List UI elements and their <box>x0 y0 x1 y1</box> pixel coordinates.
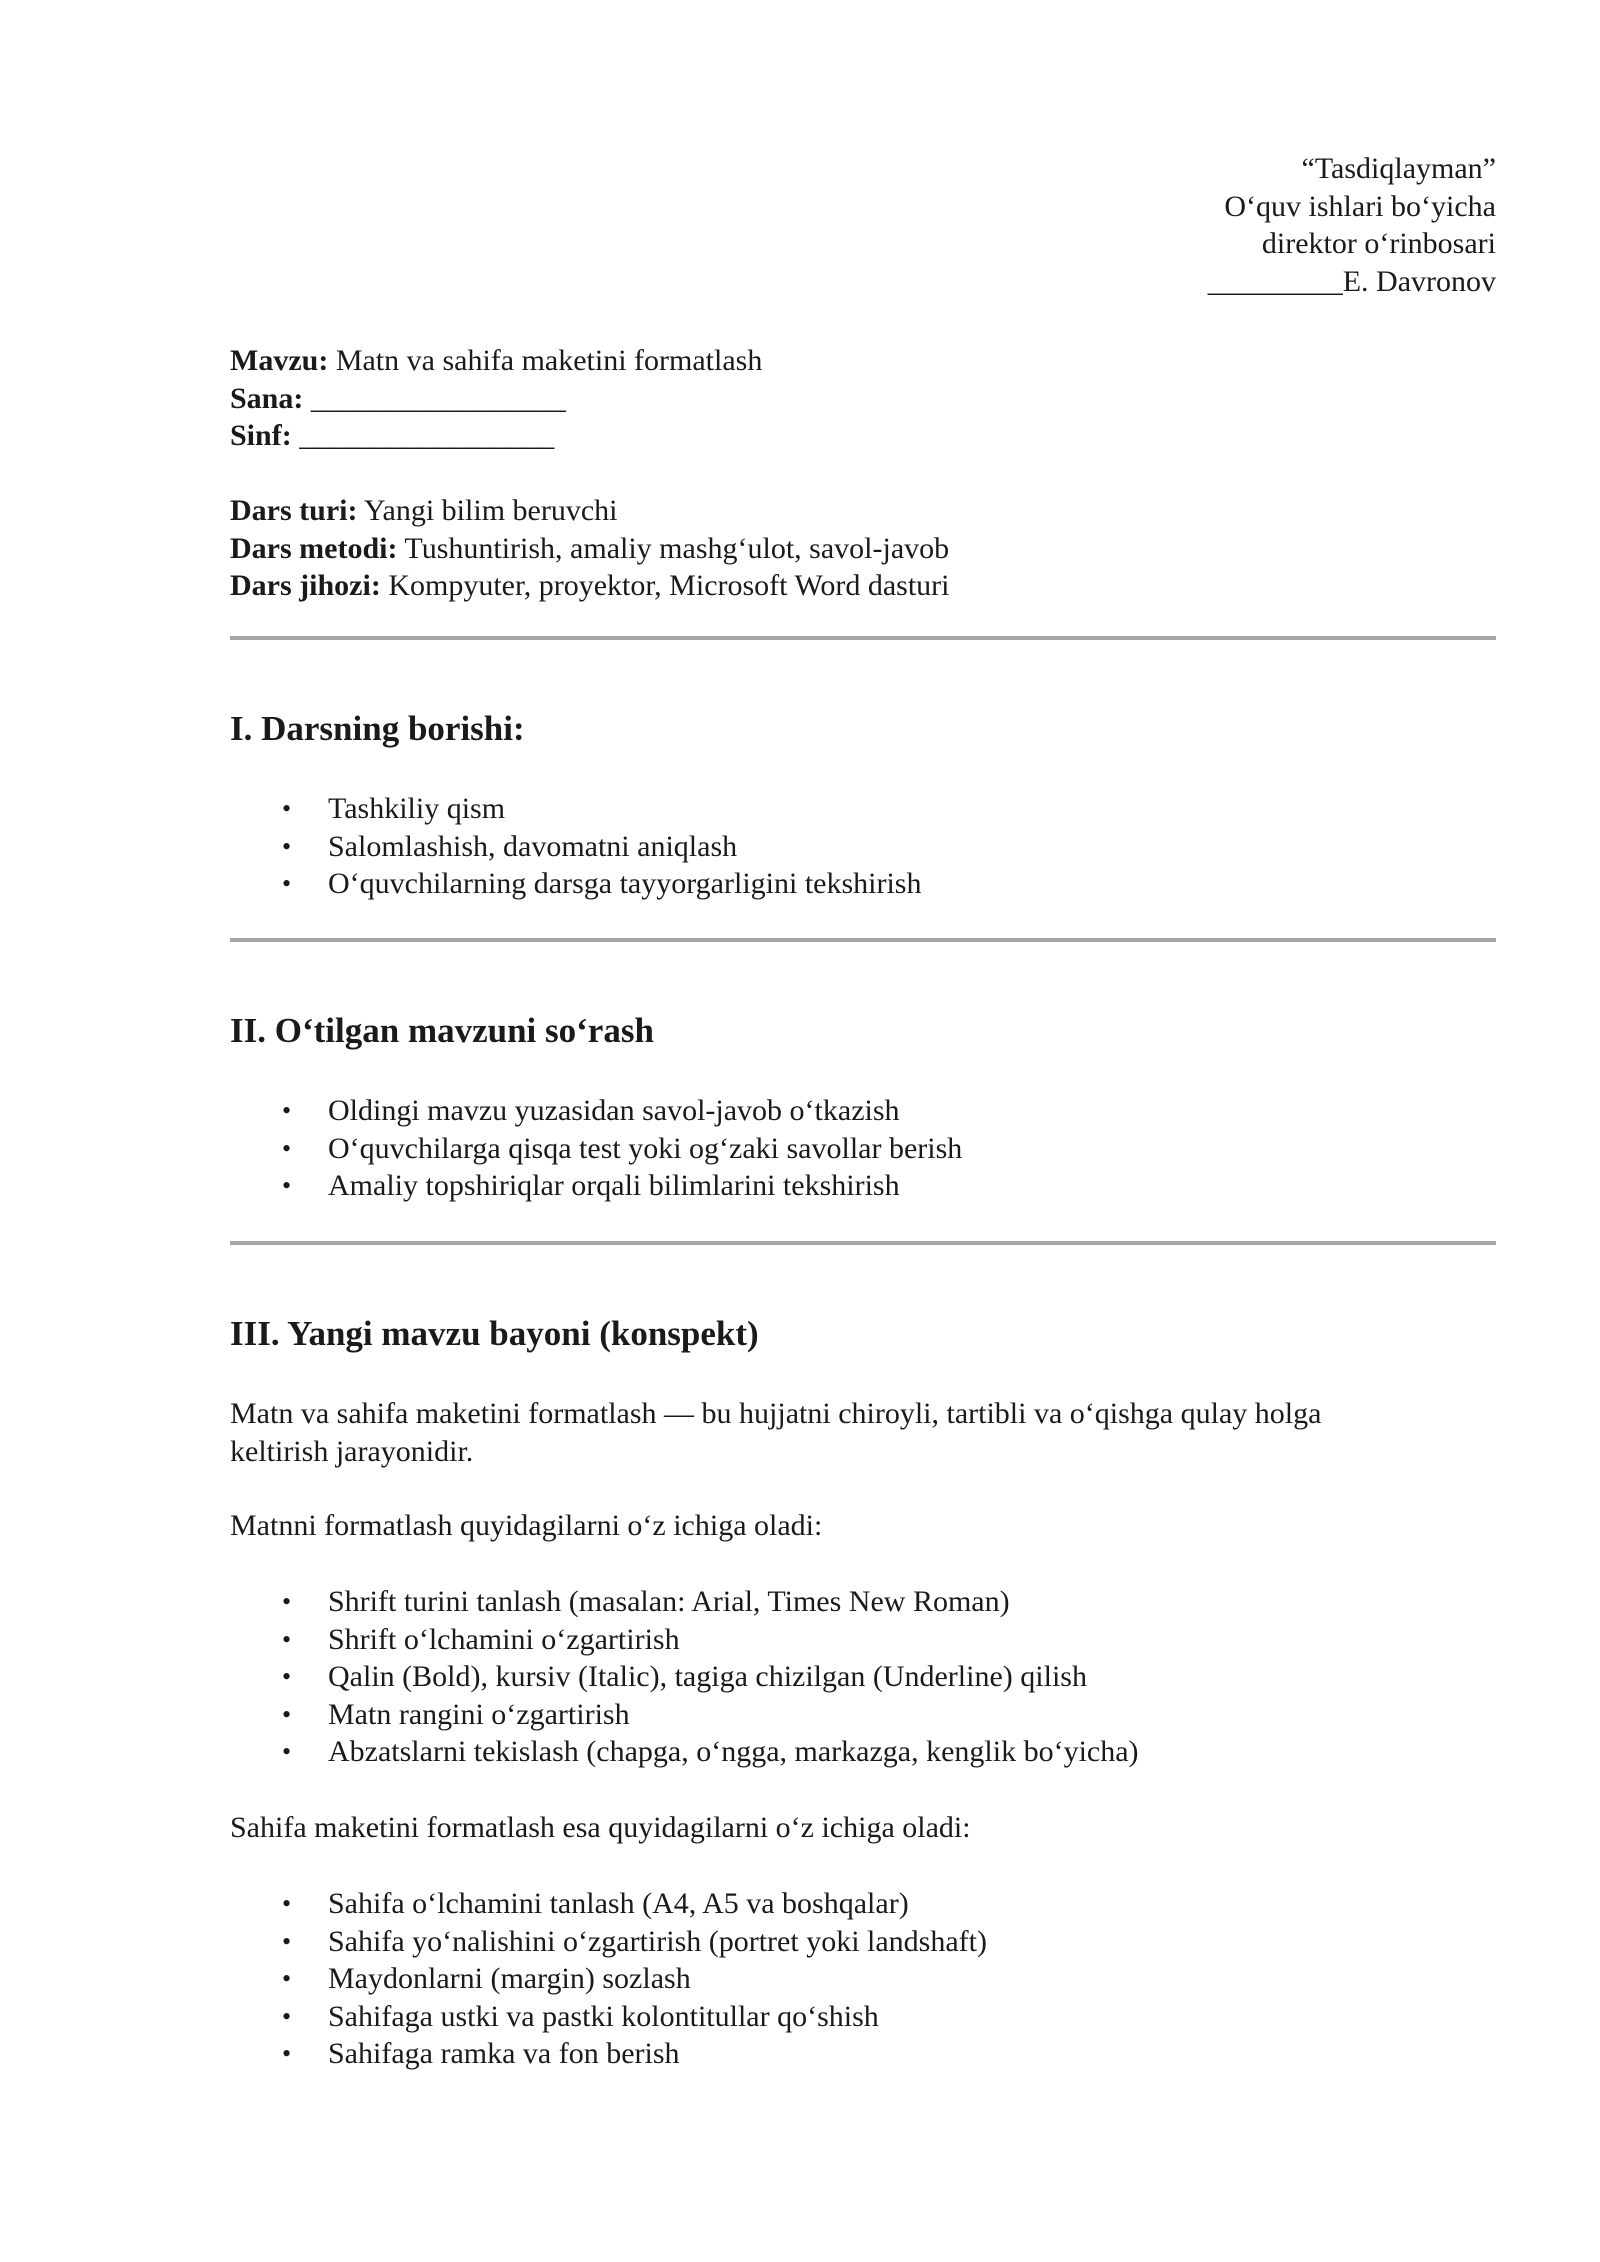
lesson-equipment-row <box>230 567 950 605</box>
list-item-text: Sahifaga ramka va fon berish <box>328 2037 680 2070</box>
list-item <box>230 2035 987 2073</box>
list-item-text: Matn rangini o‘zgartirish <box>328 1697 630 1731</box>
class-row <box>230 417 762 455</box>
bullet-icon: • <box>282 794 292 823</box>
list-item-text: O‘quvchilarga qisqa test yoki og‘zaki savollar berish <box>328 1131 963 1165</box>
bullet-icon: • <box>282 1964 292 1993</box>
list-item-text: Tashkiliy qism <box>328 792 506 825</box>
text-formatting-intro: Matnni formatlash quyidagilarni o‘z ichiga oladi: <box>230 1509 823 1542</box>
bullet-icon: • <box>282 1699 292 1729</box>
lesson-method-row <box>230 530 950 568</box>
date-label: Sana: <box>230 381 304 415</box>
lesson-equipment-label: Dars jihozi: <box>230 569 381 602</box>
divider-3 <box>230 1241 1496 1245</box>
bullet-icon: • <box>282 1096 292 1125</box>
topic-row <box>230 342 762 380</box>
list-item <box>230 1658 1139 1696</box>
section3-heading: III. Yangi mavzu bayoni (konspekt) <box>230 1314 759 1353</box>
lesson-details <box>230 492 950 605</box>
bullet-icon: • <box>282 1171 292 1200</box>
list-item-text: Qalin (Bold), kursiv (Italic), tagiga chizilgan (Underline) qilish <box>328 1660 1087 1693</box>
list-item <box>230 1696 1139 1734</box>
bullet-icon: • <box>282 1926 292 1956</box>
class-value: _________________ <box>291 419 555 452</box>
list-item <box>230 1923 987 1961</box>
list-item-text: Oldingi mavzu yuzasidan savol-javob o‘tkazish <box>328 1094 900 1127</box>
page-formatting-intro: Sahifa maketini formatlash esa quyidagilarni o‘z ichiga oladi: <box>230 1811 971 1844</box>
approval-title: “Tasdiqlayman” <box>1301 152 1496 185</box>
approval-position-line2: direktor o‘rinbosari <box>1261 227 1496 260</box>
intro-line-2: keltirish jarayonidir. <box>230 1434 474 1468</box>
date-row <box>230 380 762 418</box>
class-label: Sinf: <box>230 419 292 452</box>
list-item <box>230 1733 1139 1771</box>
approval-block <box>1208 150 1496 300</box>
list-item-text: Salomlashish, davomatni aniqlash <box>328 829 738 863</box>
bullet-icon: • <box>282 1587 292 1616</box>
lesson-type-row <box>230 492 950 530</box>
lesson-type-label: Dars turi: <box>230 494 358 527</box>
list-item-text: O‘quvchilarning darsga tayyorgarligini tekshirish <box>328 867 922 900</box>
approval-signature: _________E. Davronov <box>1207 264 1496 298</box>
list-item <box>230 1583 1139 1621</box>
list-item-text: Sahifaga ustki va pastki kolontitullar qo‘shish <box>328 1999 879 2033</box>
list-item <box>230 1998 987 2036</box>
divider-2 <box>230 938 1496 942</box>
list-item-text: Maydonlarni (margin) sozlash <box>328 1962 691 1995</box>
section3-intro <box>230 1395 1496 1470</box>
list-item-text: Amaliy topshiriqlar orqali bilimlarini tekshirish <box>328 1169 900 1202</box>
bullet-icon: • <box>282 2001 292 2031</box>
topic-value: Matn va sahifa maketini formatlash <box>328 344 763 377</box>
intro-line-1: Matn va sahifa maketini formatlash — bu hujjatni chiroyli, tartibli va o‘qishga qulay holga <box>230 1397 1322 1430</box>
list-item <box>230 1885 987 1923</box>
section1-list <box>230 790 921 903</box>
list-item <box>230 790 921 828</box>
list-item <box>230 1960 987 1998</box>
divider-1 <box>230 636 1496 640</box>
list-item <box>230 1167 962 1205</box>
page-formatting-list <box>230 1885 987 2073</box>
section2-list <box>230 1092 962 1205</box>
list-item <box>230 1621 1139 1659</box>
list-item-text: Sahifa o‘lchamini tanlash (A4, A5 va boshqalar) <box>328 1887 909 1920</box>
lesson-method-value: Tushuntirish, amaliy mashg‘ulot, savol-javob <box>397 531 950 565</box>
bullet-icon: • <box>282 831 292 861</box>
bullet-icon: • <box>282 2039 292 2068</box>
bullet-icon: • <box>282 1133 292 1163</box>
lesson-meta <box>230 342 762 455</box>
list-item-text: Shrift o‘lchamini o‘zgartirish <box>328 1622 680 1656</box>
lesson-type-value: Yangi bilim beruvchi <box>357 494 618 527</box>
list-item <box>230 1130 962 1168</box>
bullet-icon: • <box>282 1624 292 1654</box>
section2-heading: II. O‘tilgan mavzuni so‘rash <box>230 1011 654 1050</box>
list-item <box>230 1092 962 1130</box>
bullet-icon: • <box>282 1737 292 1766</box>
list-item-text: Sahifa yo‘nalishini o‘zgartirish (portret yoki landshaft) <box>328 1924 987 1958</box>
lesson-method-label: Dars metodi: <box>230 531 398 565</box>
text-formatting-list <box>230 1583 1139 1771</box>
lesson-equipment-value: Kompyuter, proyektor, Microsoft Word dasturi <box>380 569 950 602</box>
bullet-icon: • <box>282 1889 292 1918</box>
list-item-text: Abzatslarni tekislash (chapga, o‘ngga, markazga, kenglik bo‘yicha) <box>328 1735 1139 1768</box>
list-item-text: Shrift turini tanlash (masalan: Arial, Times New Roman) <box>328 1585 1010 1618</box>
approval-position-line1: O‘quv ishlari bo‘yicha <box>1224 189 1496 223</box>
bullet-icon: • <box>282 869 292 898</box>
bullet-icon: • <box>282 1662 292 1691</box>
date-value: _________________ <box>303 381 566 415</box>
section1-heading: I. Darsning borishi: <box>230 709 525 748</box>
topic-label: Mavzu: <box>230 344 329 377</box>
list-item <box>230 828 921 866</box>
list-item <box>230 865 921 903</box>
